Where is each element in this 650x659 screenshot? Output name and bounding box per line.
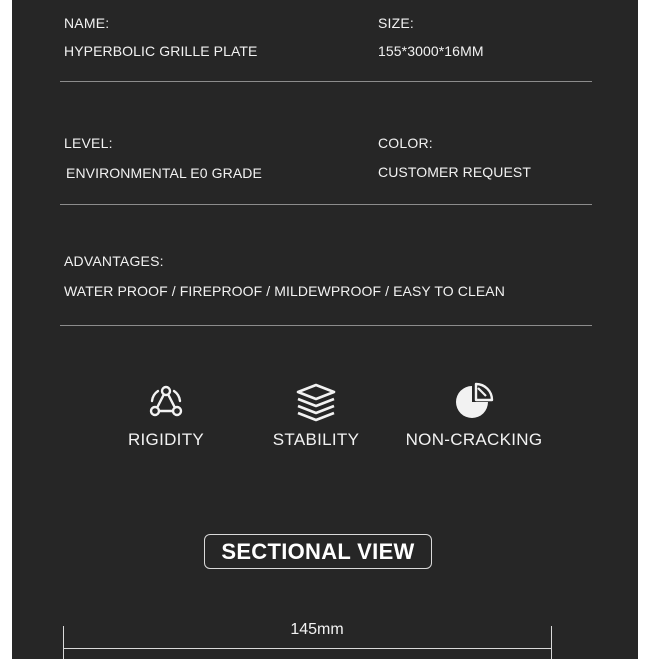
dimension-tick	[551, 626, 552, 659]
pie-chart-icon	[399, 380, 549, 424]
feature-label: RIGIDITY	[127, 430, 205, 449]
feature-non-cracking	[399, 380, 549, 450]
name-label: NAME:	[64, 15, 110, 31]
level-value: ENVIRONMENTAL E0 GRADE	[66, 165, 262, 181]
dimension-label: 145mm	[290, 621, 344, 638]
triangle-nodes-icon	[91, 380, 241, 424]
feature-label: NON-CRACKING	[405, 430, 543, 449]
divider	[60, 81, 592, 82]
feature-label: STABILITY	[272, 430, 360, 449]
advantages-value: WATER PROOF / FIREPROOF / MILDEWPROOF / EASY TO CLEAN	[64, 283, 505, 299]
sectional-view-title: SECTIONAL VIEW	[204, 534, 432, 569]
divider	[60, 204, 592, 205]
layers-icon	[241, 380, 391, 424]
color-label: COLOR:	[378, 135, 433, 151]
size-label: SIZE:	[378, 15, 415, 31]
spec-panel	[12, 0, 638, 659]
feature-rigidity	[91, 380, 241, 450]
divider	[60, 325, 592, 326]
level-label: LEVEL:	[64, 135, 113, 151]
color-value: CUSTOMER REQUEST	[378, 164, 532, 180]
advantages-label: ADVANTAGES:	[64, 253, 164, 269]
feature-stability	[241, 380, 391, 450]
name-value: HYPERBOLIC GRILLE PLATE	[64, 43, 258, 59]
dimension-tick	[63, 626, 64, 659]
dimension-line	[63, 648, 551, 649]
size-value: 155*3000*16MM	[378, 43, 484, 59]
